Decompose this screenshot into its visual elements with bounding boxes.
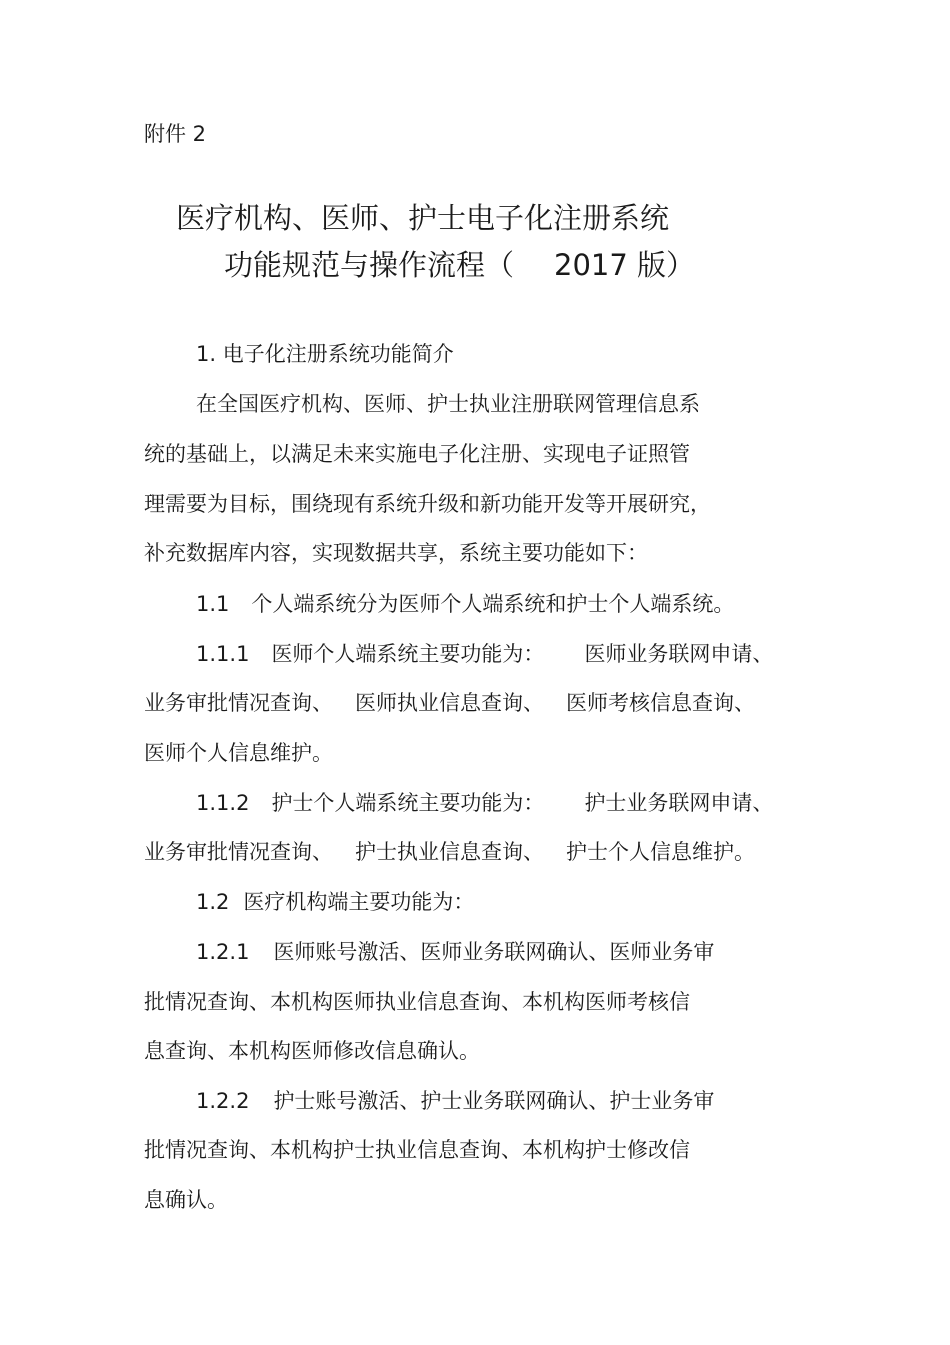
section-text: 医师个人端系统主要功能为： bbox=[271, 642, 545, 666]
document-title-line1: 医疗机构、医师、护士电子化注册系统 bbox=[176, 201, 670, 235]
section-number: 1.2.2 bbox=[196, 1089, 250, 1113]
function-item: 护士个人信息维护。 bbox=[566, 840, 755, 864]
function-item: 医师业务联网申请、 bbox=[584, 642, 774, 666]
paragraph-line: 补充数据库内容，实现数据共享，系统主要功能如下： bbox=[144, 541, 648, 565]
section-number: 1.1 bbox=[196, 592, 230, 616]
section-1-2-1-line1 bbox=[196, 938, 714, 966]
function-item: 业务审批情况查询、 bbox=[144, 691, 333, 715]
section-text: 医师账号激活、医师业务联网确认、医师业务审 bbox=[273, 940, 715, 964]
section-1-1-2-line2 bbox=[144, 838, 755, 866]
document-title-line2 bbox=[224, 246, 695, 284]
section-text: 个人端系统分为医师个人端系统和护士个人端系统。 bbox=[251, 592, 735, 616]
title-line2-text: 功能规范与操作流程（ bbox=[224, 248, 515, 282]
section-text: 医疗机构端主要功能为： bbox=[243, 890, 475, 914]
function-item: 医师执业信息查询、 bbox=[355, 691, 544, 715]
function-item: 医师考核信息查询、 bbox=[566, 691, 755, 715]
title-edition: 2017 版） bbox=[554, 248, 696, 282]
section-text: 护士个人端系统主要功能为： bbox=[271, 791, 545, 815]
section-number: 1.2.1 bbox=[196, 940, 250, 964]
section-1-1-1-line1 bbox=[196, 640, 773, 668]
paragraph-line: 批情况查询、本机构医师执业信息查询、本机构医师考核信 bbox=[144, 990, 690, 1014]
section-1-1-1-line3: 医师个人信息维护。 bbox=[144, 741, 333, 765]
section-1-1 bbox=[196, 590, 734, 618]
section-1-2 bbox=[196, 888, 474, 916]
function-item: 护士业务联网申请、 bbox=[584, 791, 774, 815]
section-text: 护士账号激活、护士业务联网确认、护士业务审 bbox=[273, 1089, 715, 1113]
paragraph-line: 统的基础上，以满足未来实施电子化注册、实现电子证照管 bbox=[144, 442, 690, 466]
section-number: 1.1.1 bbox=[196, 642, 250, 666]
section-1-2-2-line1 bbox=[196, 1087, 714, 1115]
attachment-label: 附件 2 bbox=[144, 122, 207, 146]
function-item: 护士执业信息查询、 bbox=[355, 840, 544, 864]
section-1-heading: 1. 电子化注册系统功能简介 bbox=[196, 342, 454, 366]
paragraph-line: 息查询、本机构医师修改信息确认。 bbox=[144, 1039, 480, 1063]
paragraph-line: 批情况查询、本机构护士执业信息查询、本机构护士修改信 bbox=[144, 1138, 690, 1162]
section-1-1-2-line1 bbox=[196, 789, 773, 817]
paragraph-line: 息确认。 bbox=[144, 1188, 228, 1212]
function-item: 业务审批情况查询、 bbox=[144, 840, 333, 864]
paragraph-line: 理需要为目标，围绕现有系统升级和新功能开发等开展研究， bbox=[144, 492, 711, 516]
section-1-1-1-line2 bbox=[144, 689, 755, 717]
section-number: 1.1.2 bbox=[196, 791, 250, 815]
section-number: 1.2 bbox=[196, 890, 230, 914]
paragraph-line: 在全国医疗机构、医师、护士执业注册联网管理信息系 bbox=[196, 392, 700, 416]
